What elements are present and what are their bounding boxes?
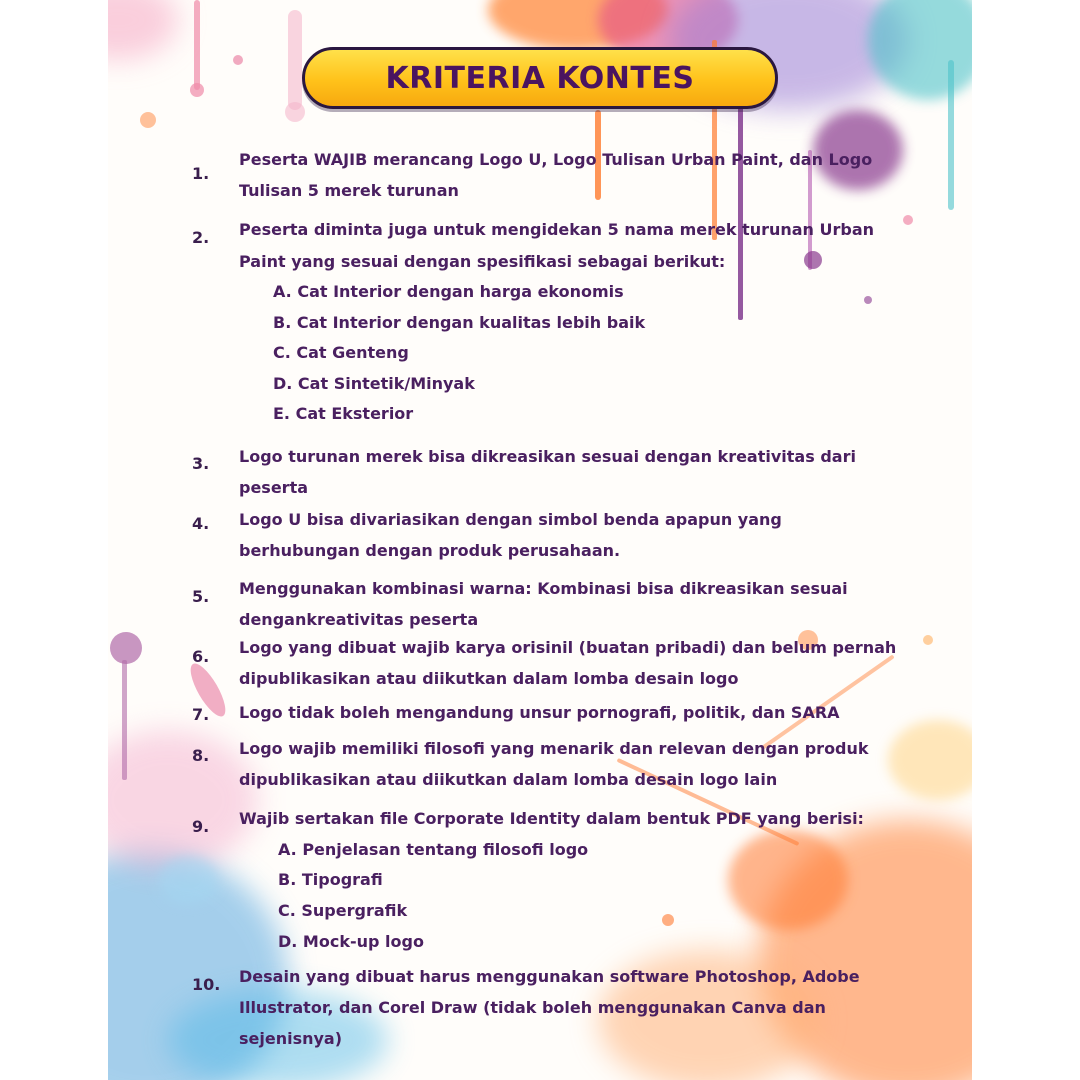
title-banner [302, 47, 778, 109]
item-text: Logo turunan merek bisa dikreasikan sesuai dengan kreativitas dari [239, 447, 856, 466]
item-text: Logo wajib memiliki filosofi yang menarik dan relevan dengan produk [239, 739, 869, 758]
item-text: Menggunakan kombinasi warna: Kombinasi bisa dikreasikan sesuai [239, 579, 848, 598]
item-number: 4. [192, 514, 210, 533]
item-number: 9. [192, 817, 210, 836]
sub-item: C. Cat Genteng [273, 343, 409, 362]
sub-item: B. Cat Interior dengan kualitas lebih baik [273, 313, 646, 332]
item-text: Wajib sertakan file Corporate Identity dalam bentuk PDF yang berisi: [239, 809, 864, 828]
item-text: Tulisan 5 merek turunan [239, 181, 459, 200]
item-number: 10. [192, 975, 221, 994]
item-number: 2. [192, 228, 210, 247]
item-text: dipublikasikan atau diikutkan dalam lomba desain logo lain [239, 770, 778, 789]
sub-item: A. Cat Interior dengan harga ekonomis [273, 282, 624, 301]
poster [108, 0, 972, 1080]
sub-item: C. Supergrafik [278, 901, 408, 920]
sub-item: E. Cat Eksterior [273, 404, 414, 423]
item-text: Illustrator, dan Corel Draw (tidak boleh menggunakan Canva dan [239, 998, 826, 1017]
item-text: Peserta WAJIB merancang Logo U, Logo Tulisan Urban Paint, dan Logo [239, 150, 873, 169]
item-text: peserta [239, 478, 309, 497]
item-number: 8. [192, 746, 210, 765]
item-number: 6. [192, 647, 210, 666]
sub-item: B. Tipografi [278, 870, 383, 889]
page-title: KRITERIA KONTES [385, 60, 695, 96]
item-text: Logo U bisa divariasikan dengan simbol benda apapun yang [239, 510, 782, 529]
item-text: berhubungan dengan produk perusahaan. [239, 541, 621, 560]
item-text: dipublikasikan atau diikutkan dalam lomba desain logo [239, 669, 739, 688]
sub-item: A. Penjelasan tentang filosofi logo [278, 840, 589, 859]
item-text: sejenisnya) [239, 1029, 343, 1048]
item-number: 1. [192, 164, 210, 183]
item-text: Peserta diminta juga untuk mengidekan 5 nama merek turunan Urban [239, 220, 875, 239]
item-number: 3. [192, 454, 210, 473]
item-number: 7. [192, 705, 210, 724]
item-text: dengankreativitas peserta [239, 610, 479, 629]
item-number: 5. [192, 587, 210, 606]
sub-item: D. Mock-up logo [278, 932, 424, 951]
item-text: Logo yang dibuat wajib karya orisinil (buatan pribadi) dan belum pernah [239, 638, 897, 657]
item-text: Desain yang dibuat harus menggunakan software Photoshop, Adobe [239, 967, 860, 986]
item-text: Paint yang sesuai dengan spesifikasi sebagai berikut: [239, 252, 726, 271]
sub-item: D. Cat Sintetik/Minyak [273, 374, 475, 393]
item-text: Logo tidak boleh mengandung unsur pornografi, politik, dan SARA [239, 703, 840, 722]
